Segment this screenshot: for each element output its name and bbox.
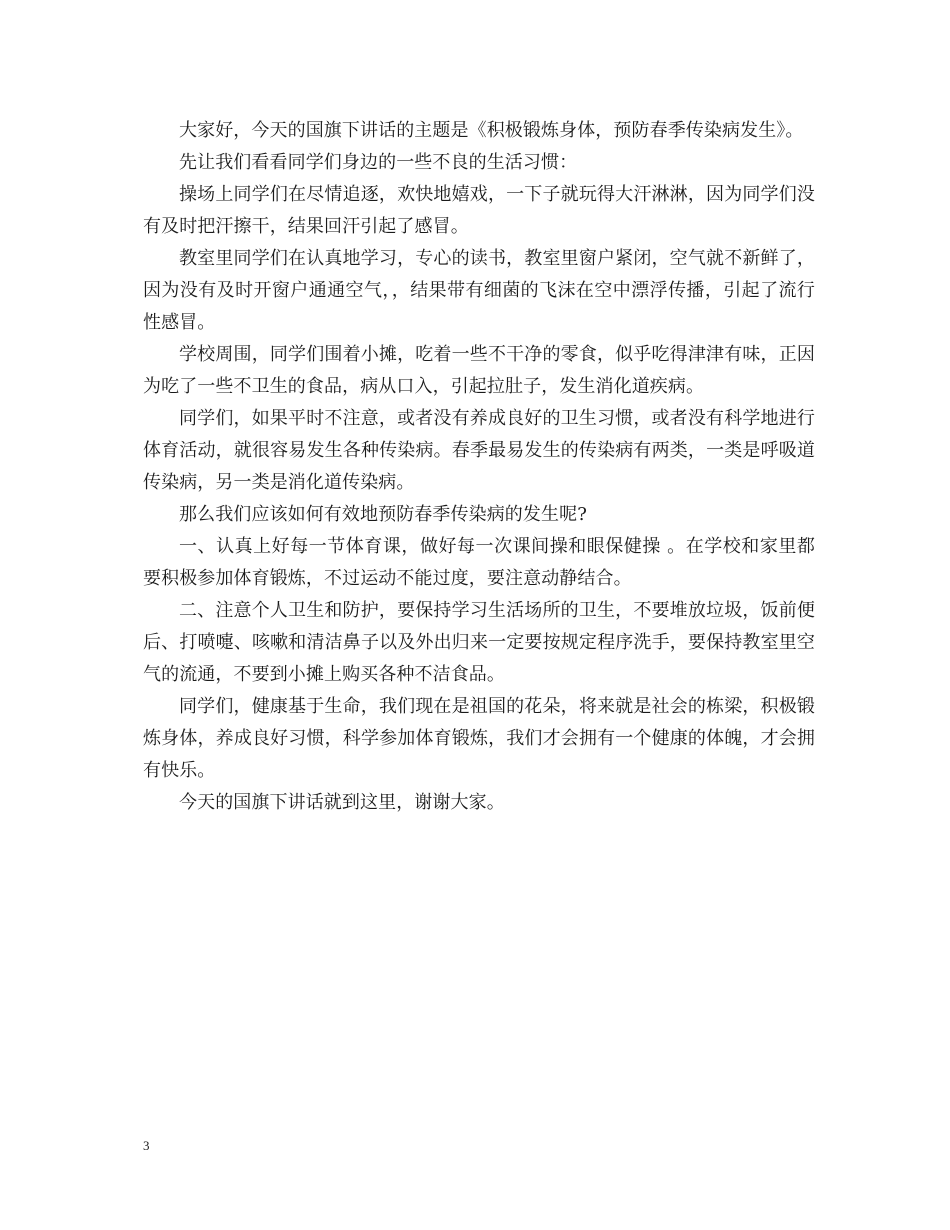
paragraph-intro-habits: 先让我们看看同学们身边的一些不良的生活习惯： <box>179 152 578 173</box>
paragraph-diseases: 同学们，如果平时不注意，或者没有养成良好的卫生习惯，或者没有科学地进行体育活动，就很容易发生各种传染病。春季最易发生的传染病有两类，一类是呼吸道传染病，另一类是消化道传染病。 <box>143 408 815 493</box>
paragraph-point-one: 一、认真上好每一节体育课，做好每一次课间操和眼保健操 。在学校和家里都要积极参加体育锻炼，不过运动不能过度，要注意动静结合。 <box>143 536 815 589</box>
paragraph-classroom: 教室里同学们在认真地学习，专心的读书，教室里窗户紧闭，空气就不新鲜了，因为没有及时开窗户通通空气，，结果带有细菌的飞沫在空中漂浮传播，引起了流行性感冒。 <box>143 248 815 333</box>
paragraph-playground: 操场上同学们在尽情追逐，欢快地嬉戏，一下子就玩得大汗淋淋，因为同学们没有及时把汗擦干，结果回汗引起了感冒。 <box>143 184 815 237</box>
document-body <box>143 115 815 819</box>
page-number: 3 <box>143 1138 150 1153</box>
paragraph-point-two: 二、注意个人卫生和防护，要保持学习生活场所的卫生，不要堆放垃圾，饭前便后、打喷嚏、咳嗽和清洁鼻子以及外出归来一定要按规定程序洗手，要保持教室里空气的流通，不要到小摊上购买各种不洁食品。 <box>143 600 815 685</box>
paragraph-question: 那么我们应该如何有效地预防春季传染病的发生呢? <box>179 504 587 525</box>
paragraph-conclusion: 同学们，健康基于生命，我们现在是祖国的花朵，将来就是社会的栋梁，积极锻炼身体，养成良好习惯，科学参加体育锻炼，我们才会拥有一个健康的体魄，才会拥有快乐。 <box>143 696 815 781</box>
paragraph-snacks: 学校周围，同学们围着小摊，吃着一些不干净的零食，似乎吃得津津有味，正因为吃了一些不卫生的食品，病从口入，引起拉肚子，发生消化道疾病。 <box>143 344 815 397</box>
paragraph-greeting: 大家好，今天的国旗下讲话的主题是《积极锻炼身体，预防春季传染病发生》。 <box>179 120 804 141</box>
paragraph-closing: 今天的国旗下讲话就到这里，谢谢大家。 <box>179 792 505 813</box>
